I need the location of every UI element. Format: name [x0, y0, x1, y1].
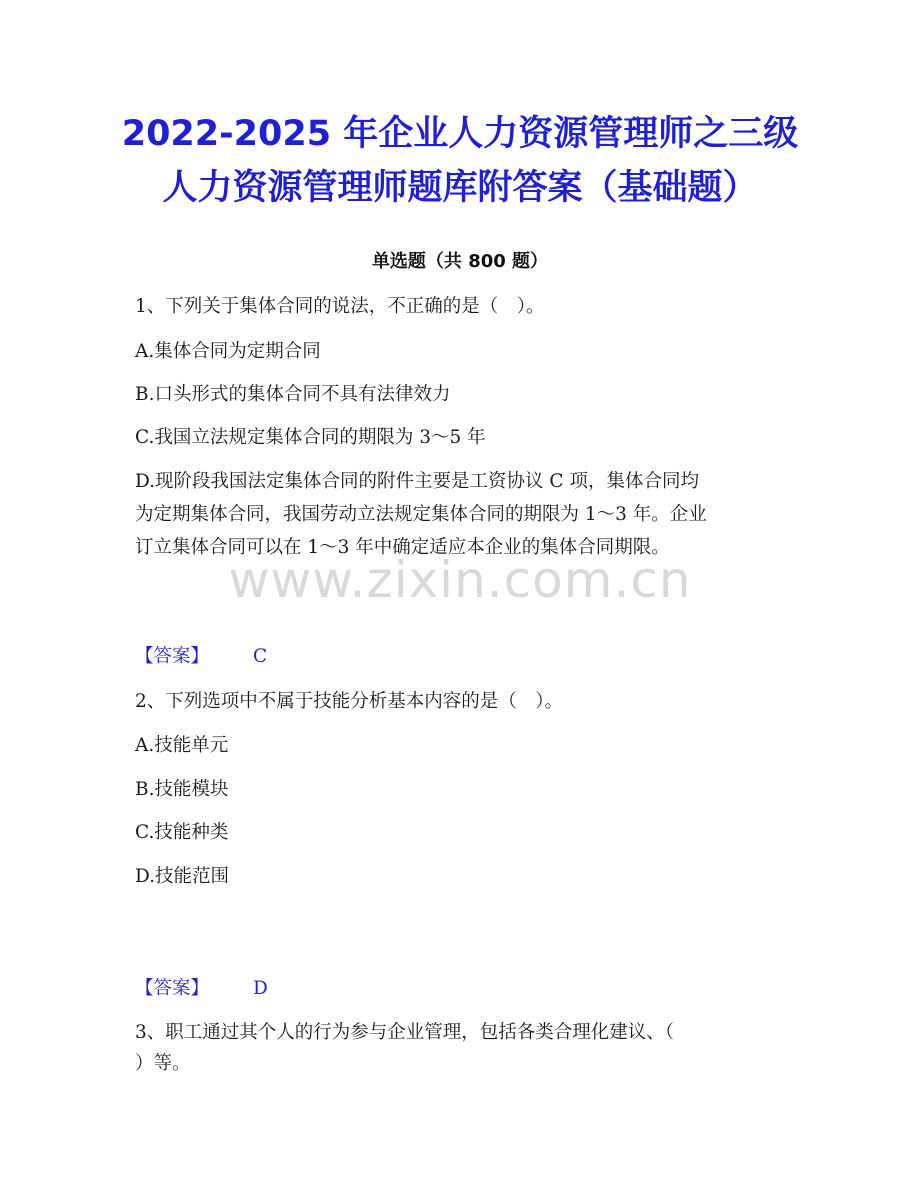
document-title-line-2: 人力资源管理师题库附答案（基础题） [162, 168, 758, 208]
question-1-stem: 1、下列关于集体合同的说法，不正确的是（ ）。 [135, 296, 545, 317]
question-1-option-d: D.现阶段我国法定集体合同的附件主要是工资协议 C 项，集体合同均 [135, 471, 699, 492]
question-2-option-b: B.技能模块 [135, 779, 229, 800]
question-2-option-a: A.技能单元 [135, 735, 229, 756]
question-2-answer [135, 974, 268, 1004]
document-title-line-1: 2022-2025 年企业人力资源管理师之三级 [121, 114, 799, 154]
answer-value: D [253, 978, 268, 999]
section-heading: 单选题（共 800 题） [371, 251, 549, 272]
question-1-explanation-line-2: 订立集体合同可以在 1～3 年中确定适应本企业的集体合同期限。 [135, 537, 670, 558]
question-3-stem-line-2: ）等。 [135, 1053, 191, 1074]
question-2-stem: 2、下列选项中不属于技能分析基本内容的是（ ）。 [135, 691, 564, 712]
answer-label: 【答案】 [135, 978, 210, 999]
question-1-explanation-line-1: 为定期集体合同，我国劳动立法规定集体合同的期限为 1～3 年。企业 [135, 504, 707, 525]
watermark: www.zixin.com.cn [228, 551, 692, 609]
answer-label: 【答案】 [135, 646, 210, 667]
question-2-option-d: D.技能范围 [135, 866, 230, 887]
question-1-option-c: C.我国立法规定集体合同的期限为 3～5 年 [135, 427, 486, 448]
question-1-option-a: A.集体合同为定期合同 [135, 341, 321, 362]
question-3-stem-line-1: 3、职工通过其个人的行为参与企业管理，包括各类合理化建议、（ [135, 1022, 675, 1043]
question-1-option-b: B.口头形式的集体合同不具有法律效力 [135, 384, 451, 405]
question-1-answer [135, 642, 267, 672]
question-2-option-c: C.技能种类 [135, 822, 229, 843]
answer-value: C [253, 646, 268, 667]
